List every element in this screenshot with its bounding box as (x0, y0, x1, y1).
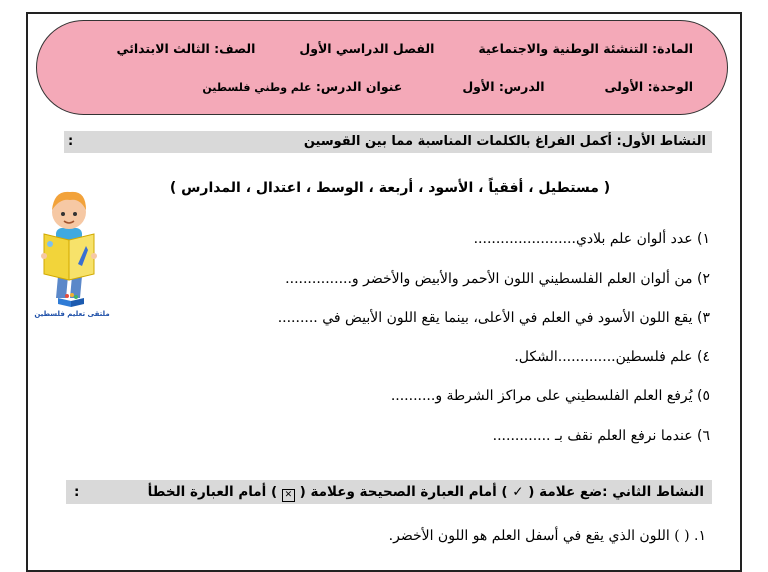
logo-caption: ملتقى تعليم فلسطين (34, 310, 110, 318)
activity1-colon: : (68, 134, 74, 149)
true-false-item (389, 528, 706, 544)
semester-label: الفصل الدراسي الأول (299, 41, 435, 56)
item-number: ١. (694, 528, 706, 544)
item-text: من ألوان العلم الفلسطيني اللون الأحمر والأبيض والأخضر و............... (285, 271, 693, 287)
lesson-label: الدرس: الأول (462, 79, 545, 94)
item-text: علم فلسطين.............الشكل. (514, 349, 693, 365)
item-number: ٤) (697, 349, 710, 365)
header-row-2 (77, 79, 693, 94)
grade-label: الصف: الثالث الابتدائي (116, 41, 256, 56)
fill-item (391, 388, 710, 404)
lesson-title-value: علم وطني فلسطين (202, 81, 312, 94)
activity2-colon: : (74, 484, 80, 500)
activity2-title-part3: ) أمام العبارة الخطأ (147, 484, 278, 500)
fill-item (474, 231, 710, 247)
lesson-title (202, 79, 402, 94)
item-number: ٣) (697, 310, 710, 326)
item-number: ١) (697, 231, 710, 247)
fill-item (285, 271, 710, 287)
item-number: ٥) (697, 388, 710, 404)
unit-label: الوحدة: الأولى (604, 79, 693, 94)
book-logo-icon (56, 292, 86, 308)
activity1-title-band (64, 131, 712, 153)
item-text: يُرفع العلم الفلسطيني على مراكز الشرطة و.......... (390, 388, 693, 404)
lesson-title-label: عنوان الدرس: (315, 79, 403, 94)
item-text: اللون الذي يقع في أسفل العلم هو اللون الأخضر. (388, 528, 670, 544)
word-choices: ( مستطيل ، أفقياً ، الأسود ، أربعة ، الوسط ، اعتدال ، المدارس ) (169, 180, 611, 196)
activity2-title-part1: النشاط الثاني :ضع علامة ( (528, 484, 704, 500)
item-text: عندما نرفع العلم نقف بـ ............. (492, 428, 693, 444)
item-text: عدد ألوان علم بلادي....................... (473, 231, 693, 247)
fill-item (514, 349, 710, 365)
activity2-title-part2: ) أمام العبارة الصحيحة وعلامة ( (299, 484, 508, 500)
child-reading-illustration (40, 184, 98, 300)
check-mark-icon: ✓ (512, 484, 524, 500)
fill-item (278, 310, 710, 326)
activity2-title-band (66, 480, 712, 504)
item-number: ٢) (697, 271, 710, 287)
item-text: يقع اللون الأسود في العلم في الأعلى، بينما يقع اللون الأبيض في ......... (277, 310, 693, 326)
fill-item (493, 428, 710, 444)
activity1-title: النشاط الأول: أكمل الفراغ بالكلمات المناسبة مما بين القوسين (303, 134, 706, 149)
item-number: ٦) (697, 428, 710, 444)
header-row-1 (77, 41, 693, 56)
header-box (36, 20, 728, 115)
cross-box-icon: ✕ (282, 489, 295, 502)
answer-parentheses: ( ) (674, 528, 690, 544)
subject-label: المادة: التنشئة الوطنية والاجتماعية (478, 41, 693, 56)
